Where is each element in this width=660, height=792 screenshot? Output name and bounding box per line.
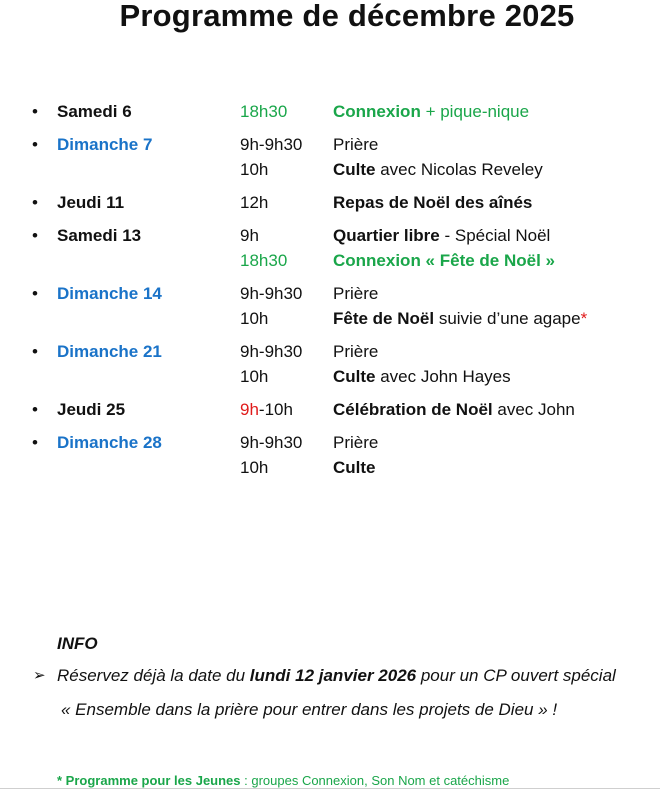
event-description-rest: - Spécial Noël (439, 226, 551, 245)
bullet: • (32, 193, 38, 212)
event-time-red: 9h (240, 400, 259, 419)
event-item (0, 99, 660, 124)
event-day: Dimanche 14 (57, 284, 162, 303)
event-description-bold: Quartier libre (333, 226, 440, 245)
event-description-bold: Culte (333, 160, 376, 179)
footnote (57, 773, 509, 788)
event-line (0, 248, 660, 273)
event-time: 18h30 (240, 102, 288, 121)
event-line (0, 339, 660, 364)
event-day: Jeudi 11 (57, 193, 125, 212)
event-description: Prière (333, 135, 379, 154)
event-day: Dimanche 28 (57, 433, 162, 452)
event-time: 9h-9h30 (240, 284, 303, 303)
event-description: Prière (333, 284, 379, 303)
footnote-text: : groupes Connexion, Son Nom et catéchisme (240, 773, 510, 788)
event-line (0, 223, 660, 248)
event-time: 9h-9h30 (240, 135, 303, 154)
event-description-rest: suivie d’une agape (434, 309, 581, 328)
event-item (0, 339, 660, 389)
event-description (333, 223, 550, 248)
event-time: 12h (240, 193, 269, 212)
event-item (0, 223, 660, 273)
event-time: 10h (240, 309, 269, 328)
event-line (0, 430, 660, 455)
info-line-2: « Ensemble dans la prière pour entrer dans les projets de Dieu » ! (61, 700, 558, 719)
info-text: Réservez déjà la date du (57, 666, 250, 685)
event-time: 10h (240, 367, 269, 386)
event-time: 9h-9h30 (240, 342, 303, 361)
event-line (0, 157, 660, 182)
event-description-bold: Culte (333, 367, 376, 386)
event-description-bold: Célébration de Noël (333, 400, 493, 419)
bullet: • (32, 102, 38, 121)
event-description-bold: Fête de Noël (333, 309, 435, 328)
event-day: Dimanche 7 (57, 135, 153, 154)
event-line (0, 306, 660, 331)
event-description-rest: avec Nicolas Reveley (375, 160, 543, 179)
event-day: Jeudi 25 (57, 400, 126, 419)
event-line (0, 364, 660, 389)
event-description: Connexion « Fête de Noël » (333, 251, 555, 270)
page-divider (0, 788, 660, 789)
event-line (0, 397, 660, 422)
arrow-bullet-icon: ➢ (33, 667, 46, 684)
event-list (0, 99, 660, 488)
info-line-1 (57, 666, 616, 686)
event-day: Samedi 6 (57, 102, 132, 121)
event-description: Prière (333, 342, 379, 361)
event-time-rest: -10h (258, 400, 293, 419)
footnote-label: * Programme pour les Jeunes (57, 773, 241, 788)
event-day: Samedi 13 (57, 226, 142, 245)
event-item (0, 190, 660, 215)
event-line (0, 132, 660, 157)
event-item (0, 281, 660, 331)
asterisk-mark: * (580, 309, 588, 328)
event-description: Culte (333, 458, 376, 477)
picnic-label: + pique-nique (420, 102, 530, 121)
page-title: Programme de décembre 2025 (119, 0, 575, 33)
event-item (0, 132, 660, 182)
event-time: 10h (240, 160, 269, 179)
info-date: lundi 12 janvier 2026 (249, 666, 417, 685)
event-description (333, 157, 543, 182)
event-time: 18h30 (240, 251, 288, 270)
event-description: Prière (333, 433, 379, 452)
event-description (333, 364, 511, 389)
event-description: Repas de Noël des aînés (333, 193, 533, 212)
event-time: 10h (240, 458, 269, 477)
bullet: • (32, 226, 38, 245)
event-item (0, 397, 660, 422)
bullet: • (32, 433, 38, 452)
event-time: 9h-9h30 (240, 433, 303, 452)
event-description-rest: avec John Hayes (375, 367, 511, 386)
event-line (0, 99, 660, 124)
bullet: • (32, 284, 38, 303)
event-line (0, 190, 660, 215)
bullet: • (32, 135, 38, 154)
bullet: • (32, 400, 38, 419)
info-text: pour un CP ouvert spécial (416, 666, 616, 685)
event-time (240, 397, 293, 422)
event-description (333, 99, 529, 124)
event-item (0, 430, 660, 480)
event-description-rest: avec John (492, 400, 575, 419)
event-day: Dimanche 21 (57, 342, 162, 361)
event-line (0, 281, 660, 306)
connexion-label: Connexion (333, 102, 421, 121)
event-line (0, 455, 660, 480)
bullet: • (32, 342, 38, 361)
event-time: 9h (240, 226, 259, 245)
event-description (333, 306, 587, 331)
event-description (333, 397, 575, 422)
info-heading: INFO (57, 634, 98, 653)
